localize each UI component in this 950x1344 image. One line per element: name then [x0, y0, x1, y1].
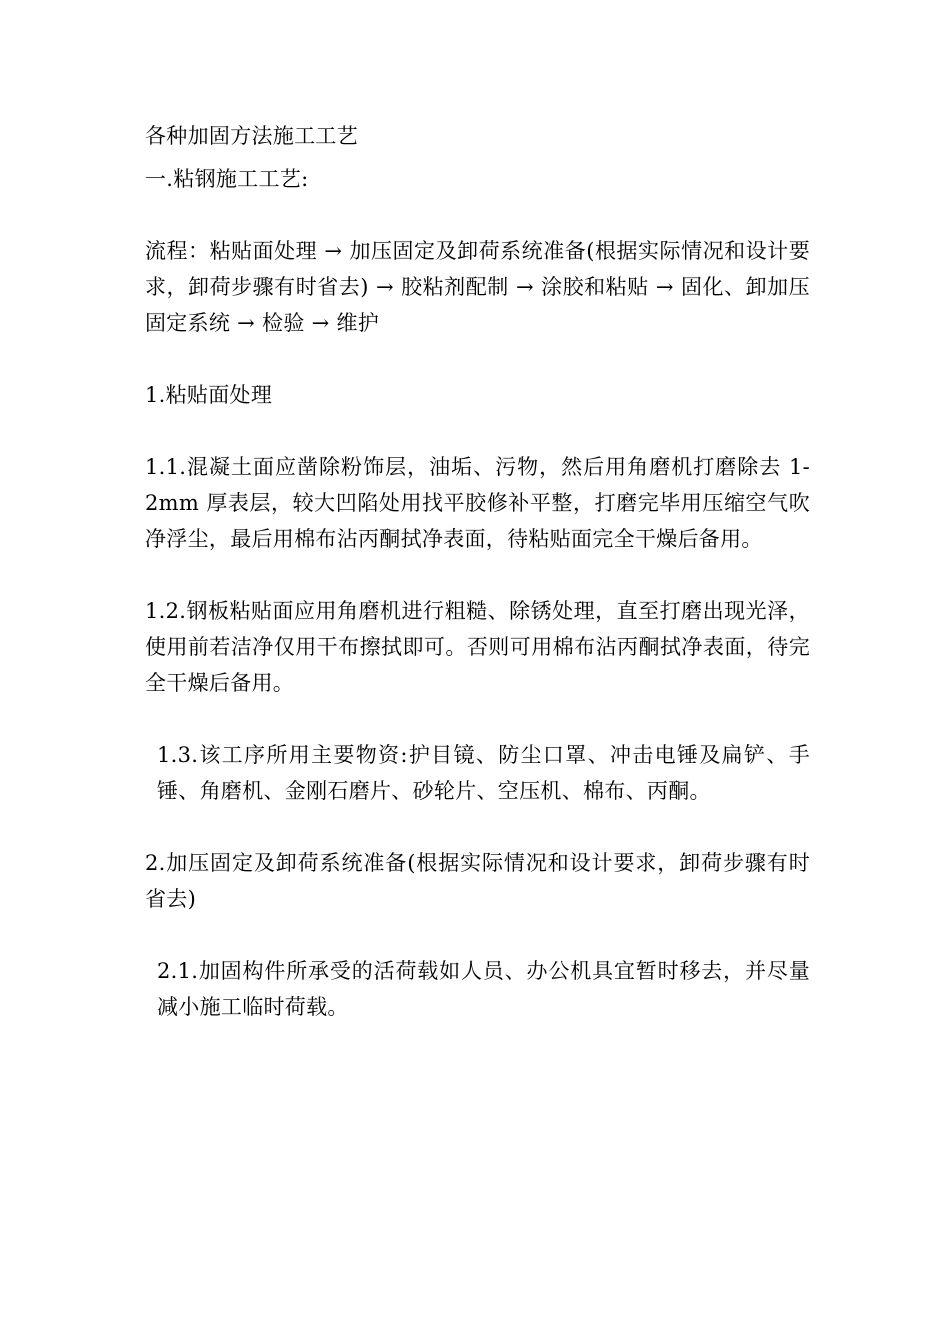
step-1-1-paragraph: 1.1.混凝土面应凿除粉饰层，油垢、污物，然后用角磨机打磨除去 1-2mm 厚表层，较大凹陷处用找平胶修补平整，打磨完毕用压缩空气吹净浮尘，最后用棉布沾丙酮拭净表面，待粘贴面完全干燥后备用。 [145, 455, 810, 551]
step-2-heading: 2.加压固定及卸荷系统准备(根据实际情况和设计要求，卸荷步骤有时省去) [145, 851, 810, 911]
document-body [145, 118, 810, 1025]
step-1-heading: 1.粘贴面处理 [145, 383, 273, 407]
section-heading: 一.粘钢施工工艺: [145, 167, 309, 191]
process-flow-paragraph: 流程：粘贴面处理 → 加压固定及卸荷系统准备(根据实际情况和设计要求，卸荷步骤有时省去) → 胶粘剂配制 → 涂胶和粘贴 → 固化、卸加压固定系统 → 检验 → 维护 [145, 239, 810, 335]
step-2-1-paragraph: 2.1.加固构件所承受的活荷载如人员、办公机具宜暂时移去，并尽量减小施工临时荷载。 [157, 959, 810, 1019]
step-1-3-paragraph: 1.3.该工序所用主要物资:护目镜、防尘口罩、冲击电锤及扁铲、手锤、角磨机、金刚石磨片、砂轮片、空压机、棉布、丙酮。 [157, 743, 810, 803]
document-title: 各种加固方法施工工艺 [145, 124, 358, 148]
step-1-2-paragraph: 1.2.钢板粘贴面应用角磨机进行粗糙、除锈处理，直至打磨出现光泽，使用前若洁净仅用干布擦拭即可。否则可用棉布沾丙酮拭净表面，待完全干燥后备用。 [145, 599, 810, 695]
